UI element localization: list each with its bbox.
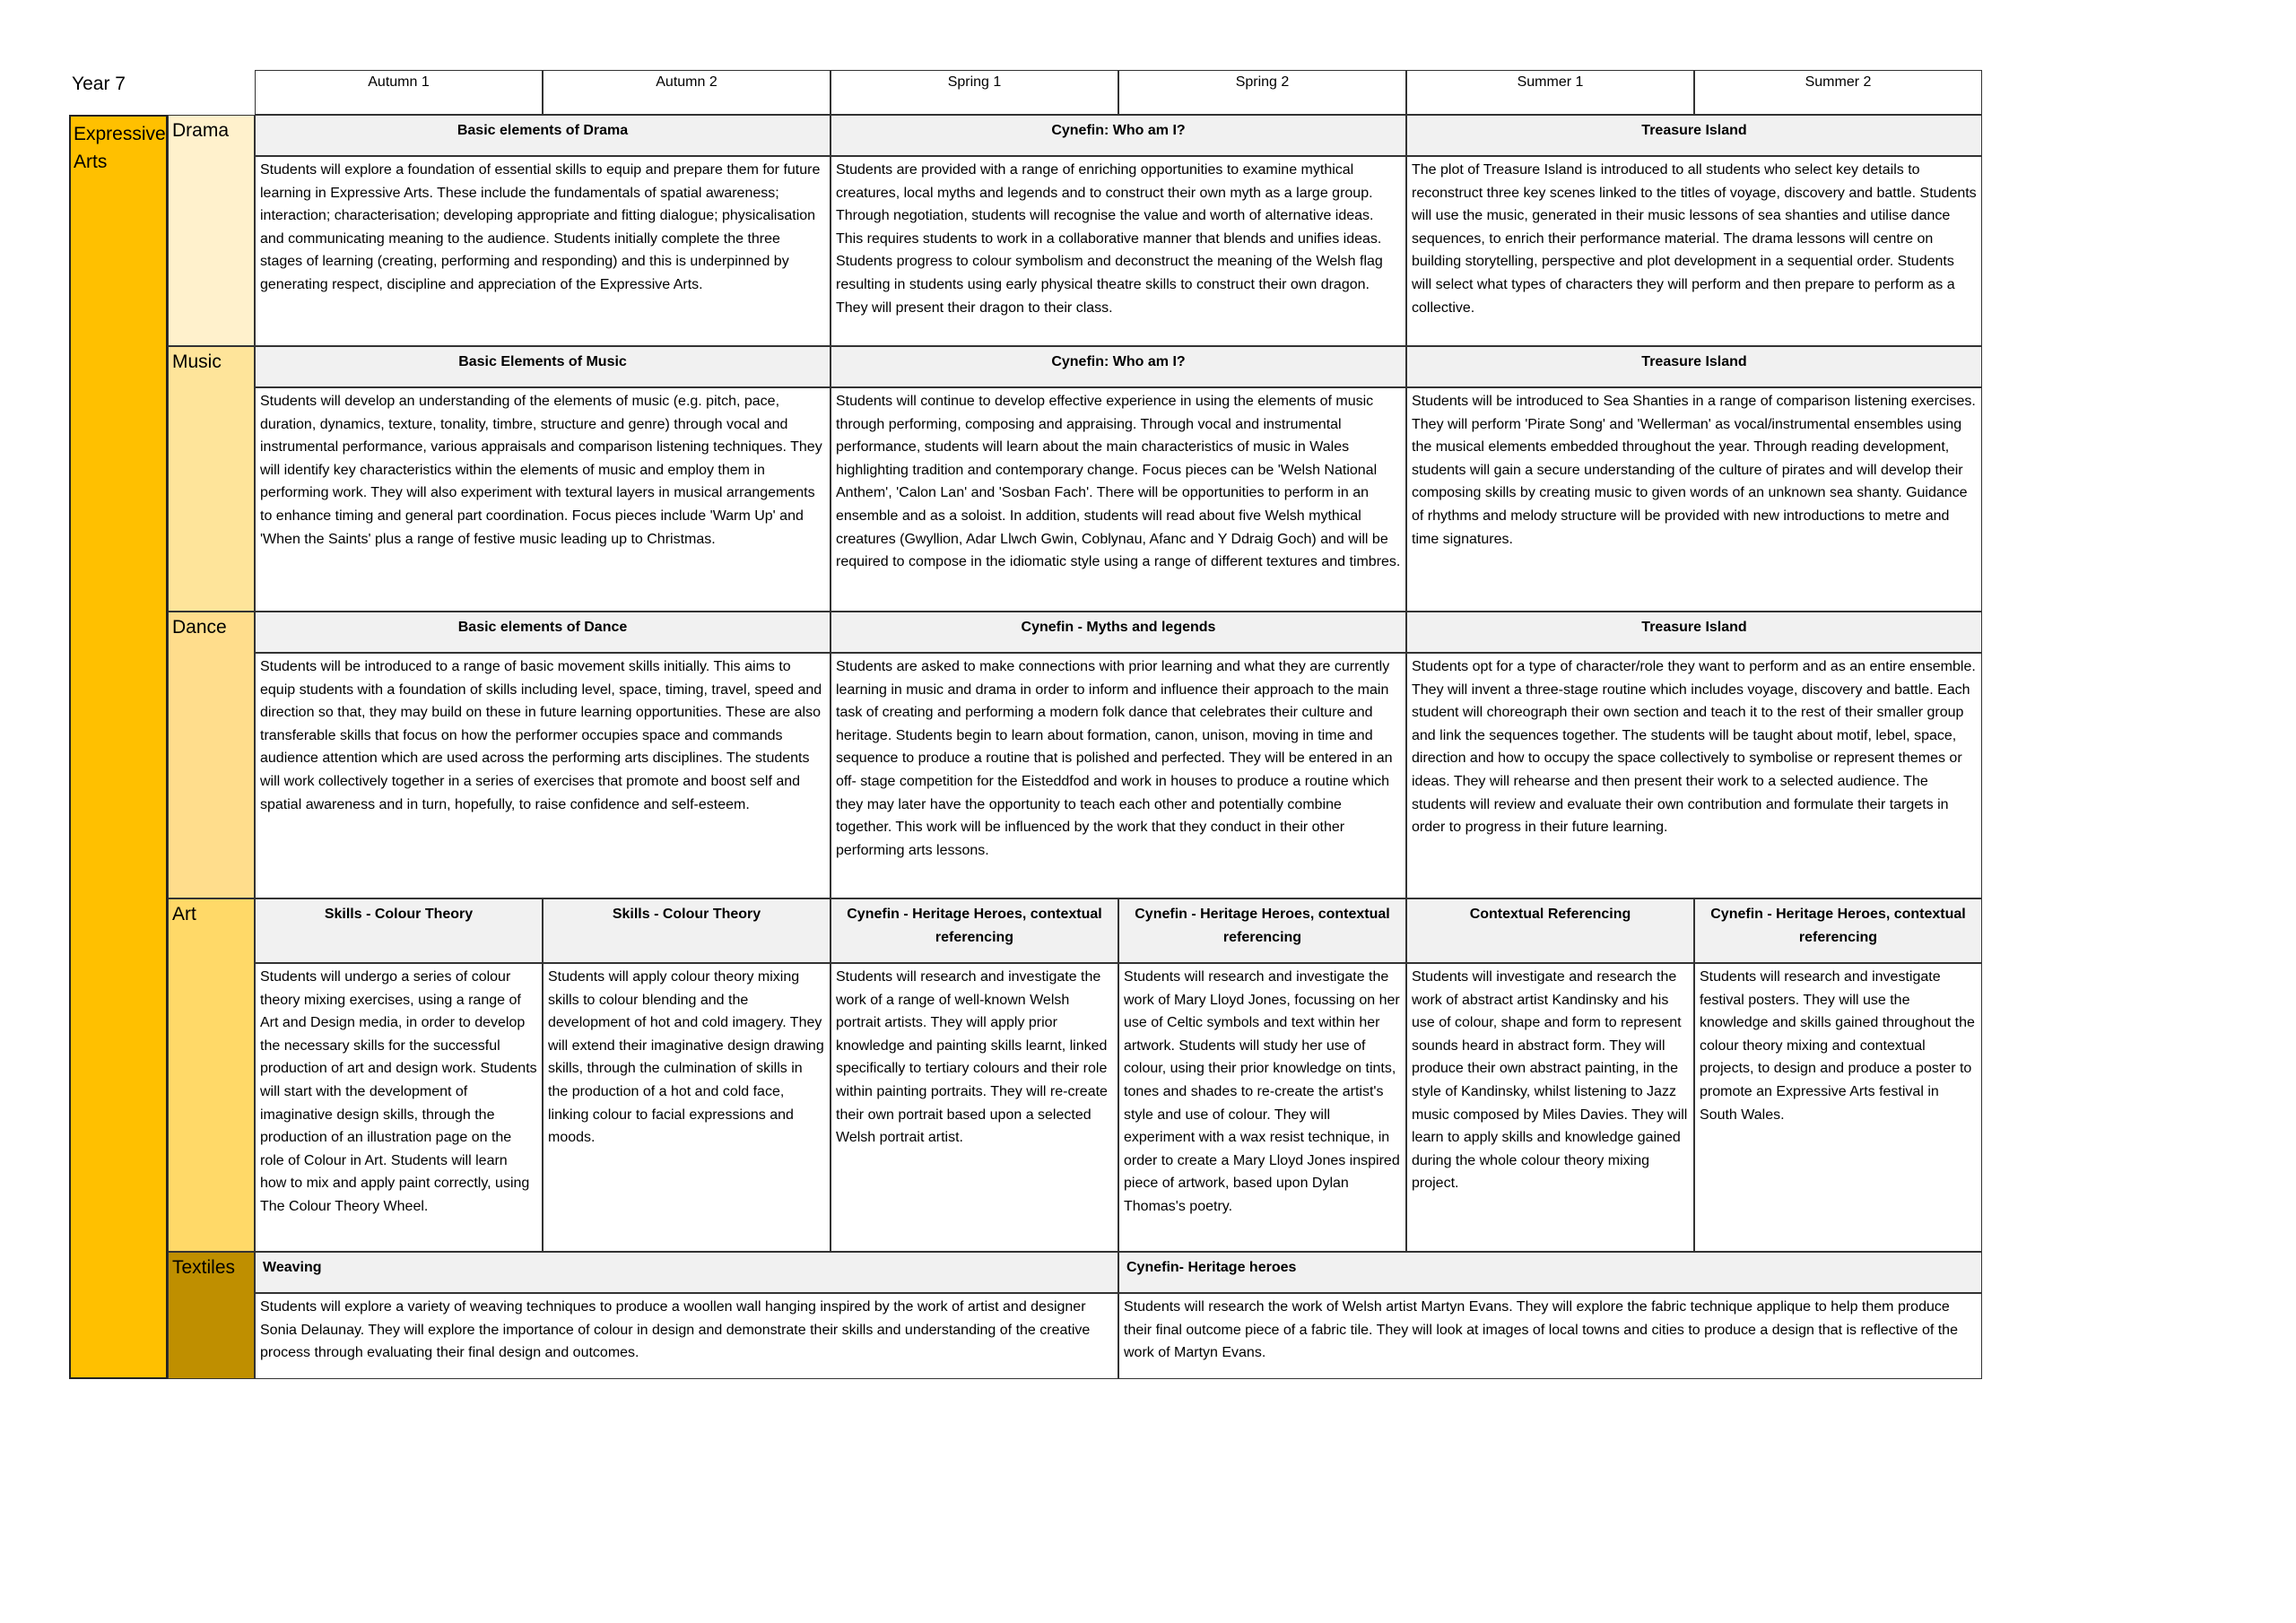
art-title-spring-1: Cynefin - Heritage Heroes, contextual referencing [831,898,1118,963]
music-text-spring: Students will continue to develop effective experience in using the elements of music through performing, composing and appraising. Through vocal and instrumental performance, students will learn about the main characteristics of music in Wales highlighting tradition and contemporary change. Focus pieces can be 'Welsh National Anthem', 'Calon Lan' and 'Sosban Fach'. There will be opportunities to perform in an ensemble and as a soloist. In addition, students will read about five Welsh mythical creatures (Gwyllion, Adar Llwch Gwin, Coblynau, Afanc and Y Ddraig Goch) and will be required to compose in the idiomatic style using a range of different textures and timbres. [831,387,1406,612]
music-title-spring: Cynefin: Who am I? [831,346,1406,387]
music-title-autumn: Basic Elements of Music [255,346,831,387]
area-label-expressive-arts: Expressive Arts [69,115,168,1379]
dance-title-summer: Treasure Island [1406,612,1982,653]
music-text-summer: Students will be introduced to Sea Shanties in a range of comparison listening exercises. They will perform 'Pirate Song' and 'Wellerman' as vocal/instrumental ensembles using the musical elements embedded throughout the year. Through reading development, students will gain a secure understanding of the culture of pirates and will develop their composing skills by creating music to given words of an unknown sea shanty. Guidance of rhythms and melody structure will be provided with new introductions to metre and time signatures. [1406,387,1982,612]
art-text-spring-1: Students will research and investigate the work of a range of well-known Welsh portrait artists. They will apply prior knowledge and painting skills learnt, linked specifically to tertiary colours and their role within painting portraits. They will re-create their own portrait based upon a selected Welsh portrait artist. [831,963,1118,1252]
textiles-title-weaving: Weaving [255,1252,1118,1293]
blank-corner [69,70,168,115]
music-text-autumn: Students will develop an understanding of the elements of music (e.g. pitch, pace, duration, dynamics, texture, tonality, timbre, structure and genre) through vocal and instrumental performance, various appraisals and comparison listening techniques. They will identify key characteristics within the elements of music and employ them in performing work. They will also experiment with textural layers in musical arrangements to enhance timing and general part coordination. Focus pieces include 'Warm Up' and 'When the Saints' plus a range of festive music leading up to Christmas. [255,387,831,612]
dance-title-autumn: Basic elements of Dance [255,612,831,653]
art-text-spring-2: Students will research and investigate the work of Mary Lloyd Jones, focussing on her use of Celtic symbols and text within her artwork. Students will study her use of colour, using their prior knowledge on tints, tones and shades to re-create the artist's style and use of colour. They will experiment with a wax resist technique, in order to create a Mary Lloyd Jones inspired piece of artwork, based upon Dylan Thomas's poetry. [1118,963,1406,1252]
dance-text-summer: Students opt for a type of character/role they want to perform and as an entire ensemble. They will invent a three-stage routine which includes voyage, discovery and battle. Each student will choreograph their own section and teach it to the rest of their smaller group and link the sequences together. The students will be taught about motif, lebel, space, direction and how to occupy the space collectively to symbolise or represent themes or ideas. They will rehearse and then present their work to a selected audience. The students will review and evaluate their own contribution and formulate their targets in order to progress in their future learning. [1406,653,1982,898]
term-header-autumn-2: Autumn 2 [543,70,831,115]
drama-title-spring: Cynefin: Who am I? [831,115,1406,156]
curriculum-table [69,70,1991,1379]
term-header-summer-1: Summer 1 [1406,70,1694,115]
subject-label-music: Music [168,346,255,612]
art-title-summer-1: Contextual Referencing [1406,898,1694,963]
drama-title-summer: Treasure Island [1406,115,1982,156]
textiles-text-weaving: Students will explore a variety of weaving techniques to produce a woollen wall hanging inspired by the work of artist and designer Sonia Delaunay. They will explore the importance of colour in design and demonstrate their skills and understanding of the creative process through evaluating their final design and outcomes. [255,1293,1118,1379]
drama-title-autumn: Basic elements of Drama [255,115,831,156]
subject-label-art: Art [168,898,255,1252]
blank-corner [168,70,255,115]
art-text-autumn-2: Students will apply colour theory mixing skills to colour blending and the development of hot and cold imagery. They will extend their imaginative design drawing skills, through the culmination of skills in the production of a hot and cold face, linking colour to facial expressions and moods. [543,963,831,1252]
drama-text-summer: The plot of Treasure Island is introduced to all students who select key details to reconstruct three key scenes linked to the titles of voyage, discovery and battle. Students will use the music, generated in their music lessons of sea shanties and utilise dance sequences, to enrich their performance material. The drama lessons will centre on building storytelling, perspective and plot development in a sequential order. Students will select what types of characters they will perform and then prepare to perform as a collective. [1406,156,1982,346]
dance-text-autumn: Students will be introduced to a range of basic movement skills initially. This aims to equip students with a foundation of skills including level, space, timing, travel, speed and direction so that, they may build on these in future learning opportunities. These are also transferable skills that focus on how the performer occupies space and commands audience attention which are used across the performing arts disciplines. The students will work collectively together in a series of exercises that promote and boost self and spatial awareness and in turn, hopefully, to raise confidence and self-esteem. [255,653,831,898]
drama-text-autumn: Students will explore a foundation of essential skills to equip and prepare them for future learning in Expressive Arts. These include the fundamentals of spatial awareness; interaction; characterisation; developing appropriate and fitting dialogue; physicalisation and communicating meaning to the audience. Students initially complete the three stages of learning (creating, performing and responding) and this is underpinned by generating respect, discipline and appreciation of the Expressive Arts. [255,156,831,346]
subject-label-drama: Drama [168,115,255,346]
art-text-autumn-1: Students will undergo a series of colour theory mixing exercises, using a range of Art and Design media, in order to develop the necessary skills for the successful production of art and design work. Students will start with the development of imaginative design skills, through the production of an illustration page on the role of Colour in Art. Students will learn how to mix and apply paint correctly, using The Colour Theory Wheel. [255,963,543,1252]
drama-text-spring: Students are provided with a range of enriching opportunities to examine mythical creatures, local myths and legends and to construct their own myth as a large group. Through negotiation, students will recognise the value and worth of alternative ideas. This requires students to work in a collaborative manner that blends and unifies ideas. Students progress to colour symbolism and deconstruct the meaning of the Welsh flag resulting in students using early physical theatre skills to construct their own dragon. They will present their dragon to their class. [831,156,1406,346]
subject-label-textiles: Textiles [168,1252,255,1379]
term-header-spring-1: Spring 1 [831,70,1118,115]
art-text-summer-1: Students will investigate and research the work of abstract artist Kandinsky and his use of colour, shape and form to represent sounds heard in abstract form. They will produce their own abstract painting, in the style of Kandinsky, whilst listening to Jazz music composed by Miles Davies. They will learn to apply skills and knowledge gained during the whole colour theory mixing project. [1406,963,1694,1252]
year-label: Year 7 [72,74,126,94]
subject-label-dance: Dance [168,612,255,898]
textiles-text-heritage: Students will research the work of Welsh artist Martyn Evans. They will explore the fabric technique applique to help them produce their final outcome piece of a fabric tile. They will look at images of local towns and cities to produce a design that is reflective of the work of Martyn Evans. [1118,1293,1982,1379]
textiles-title-heritage: Cynefin- Heritage heroes [1118,1252,1982,1293]
art-title-spring-2: Cynefin - Heritage Heroes, contextual referencing [1118,898,1406,963]
art-title-autumn-1: Skills - Colour Theory [255,898,543,963]
art-text-summer-2: Students will research and investigate festival posters. They will use the knowledge and skills gained throughout the colour theory mixing and contextual projects, to design and produce a poster to promote an Expressive Arts festival in South Wales. [1694,963,1982,1252]
dance-title-spring: Cynefin - Myths and legends [831,612,1406,653]
term-header-spring-2: Spring 2 [1118,70,1406,115]
art-title-autumn-2: Skills - Colour Theory [543,898,831,963]
term-header-autumn-1: Autumn 1 [255,70,543,115]
art-title-summer-2: Cynefin - Heritage Heroes, contextual referencing [1694,898,1982,963]
music-title-summer: Treasure Island [1406,346,1982,387]
term-header-summer-2: Summer 2 [1694,70,1982,115]
dance-text-spring: Students are asked to make connections with prior learning and what they are currently learning in music and drama in order to inform and influence their approach to the main task of creating and performing a modern folk dance that celebrates their culture and heritage. Students begin to learn about formation, canon, unison, moving in time and sequence to produce a routine that is polished and perfected. They will be entered in an off- stage competition for the Eisteddfod and work in houses to produce a routine which they may later have the opportunity to teach each other and potentially combine together. This work will be influenced by the work that they conduct in their other performing arts lessons. [831,653,1406,898]
